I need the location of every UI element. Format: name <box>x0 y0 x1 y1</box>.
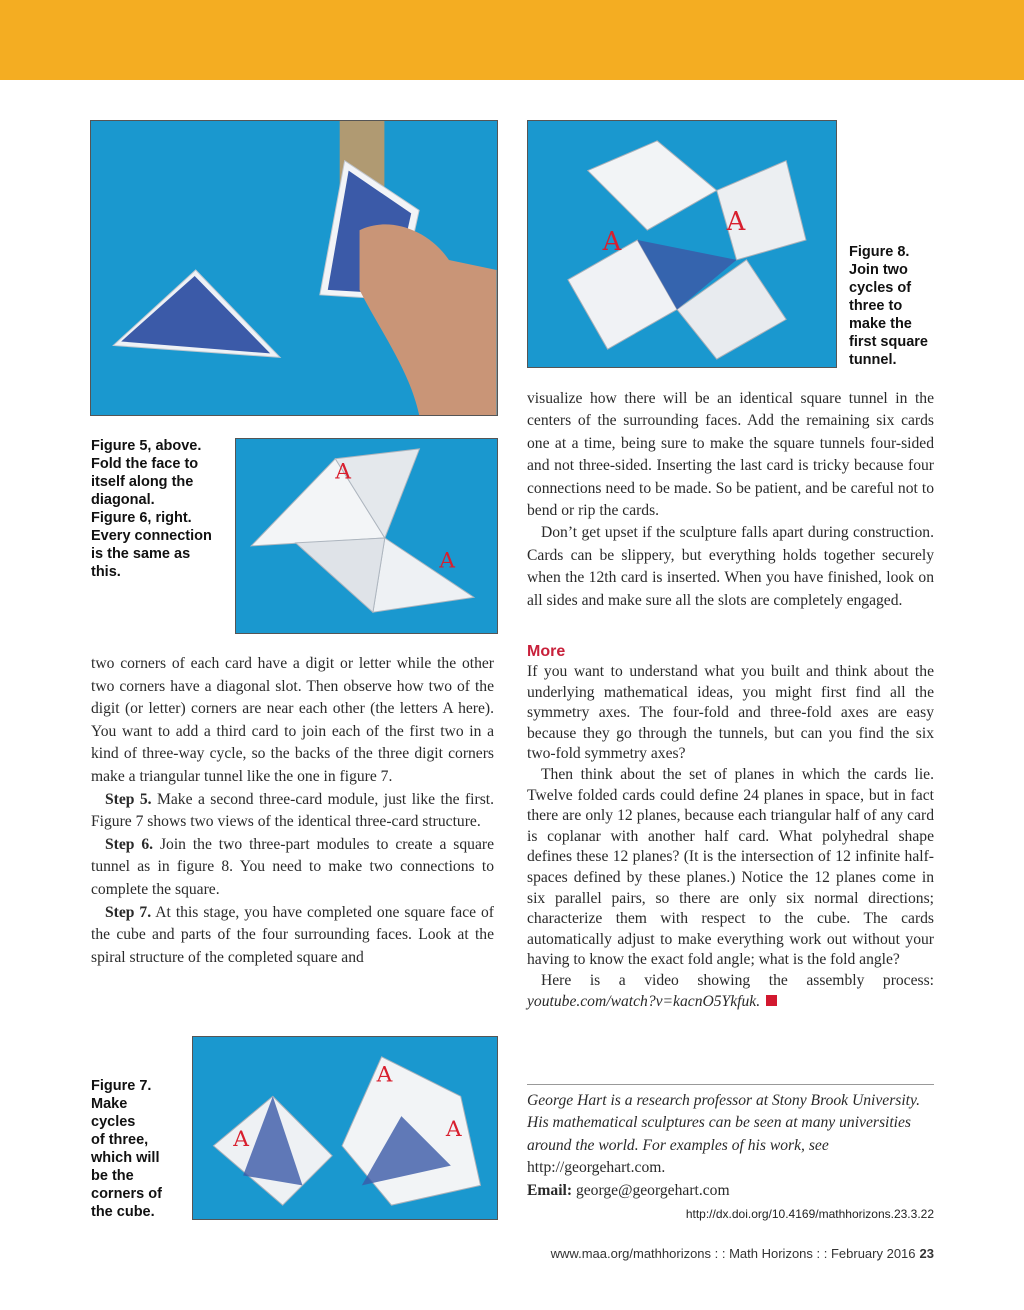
page-number: 23 <box>919 1246 934 1261</box>
svg-text:A: A <box>376 1062 393 1088</box>
svg-text:A: A <box>726 207 746 238</box>
paragraph-more-2: Then think about the set of planes in which the cards lie. Twelve folded cards could define 24 planes in space, but in fact there are only 12 planes, because each triangular half of any card is coplanar with another half card. What polyhedral shape defines these 12 planes? (It is the intersection of 12 infinite half-spaces defined by these planes.) Notice the 12 planes come in six parallel pairs, so there are only six normal directions; characterize them with respect to the cube. The cards automatically adjust to make everything work out without your having to know the exact fold angle; what is the fold angle? <box>527 765 934 969</box>
paragraph-more-3: Here is a video showing the assembly process: youtube.com/watch?v=kacnO5Ykfuk. <box>527 971 934 1010</box>
figure-8-caption: Figure 8. Join two cycles of three to make the first square tunnel. <box>849 244 928 368</box>
paragraph-visualize: visualize how there will be an identical square tunnel in the centers of the surrounding faces. Add the remaining six cards one at a time, being sure to make the square tunnels four-sided and not three-sided. Inserting the last card is tricky because four connections need to be made. So be patient, and be careful not to bend or rip the cards. <box>527 390 934 520</box>
figure-7-photo <box>192 1036 498 1220</box>
figure-5-6-caption: Figure 5, above. Fold the face to itself along the diagonal. Figure 6, right. Every connection is the same as this. <box>91 438 212 580</box>
svg-text:A: A <box>439 548 455 574</box>
figure-6-illustration <box>236 439 497 633</box>
author-bio <box>527 1090 934 1202</box>
page-footer <box>400 1246 934 1261</box>
paragraph-dont-get-upset: Don’t get upset if the sculpture falls apart during construction. Cards can be slippery, but everything holds together securely when the 12th card is inserted. When you have finished, look on all sides and make sure all the slots are completely engaged. <box>527 524 934 609</box>
figure-8-illustration <box>528 121 836 367</box>
footer-text: www.maa.org/mathhorizons : : Math Horizons : : February 2016 <box>550 1246 916 1261</box>
svg-text:A: A <box>335 459 352 485</box>
paragraph-more-1: If you want to understand what you built and think about the underlying mathematical ideas, you might first find all the symmetry axes. The four-fold and three-fold axes are easy because they go through the tunnels, but can you find the six two-fold symmetry axes? <box>527 663 934 763</box>
author-website-link[interactable]: http://georgehart.com. <box>527 1159 666 1177</box>
paragraph-step-6: Step 6. Join the two three-part modules to create a square tunnel as in figure 8. You need to make two connections to complete the square. <box>91 835 494 898</box>
svg-text:A: A <box>445 1116 462 1142</box>
bio-divider <box>527 1084 934 1085</box>
video-link[interactable]: youtube.com/watch?v=kacnO5Ykfuk. <box>527 992 761 1010</box>
author-email-link[interactable]: george@georgehart.com <box>575 1181 730 1199</box>
right-column-text <box>527 388 934 612</box>
paragraph-step-7: Step 7. At this stage, you have completed one square face of the cube and parts of the four surrounding faces. Look at the spiral structure of the completed square and <box>91 903 494 966</box>
bio-paragraph: George Hart is a research professor at Stony Brook University. His mathematical sculptures can be seen at many universities around the world. For examples of his work, see http://georgehart.com. <box>527 1092 920 1177</box>
doi-link[interactable]: http://dx.doi.org/10.4169/mathhorizons.23.3.22 <box>685 1207 934 1221</box>
figure-8-photo <box>527 120 837 368</box>
more-section <box>527 636 934 1012</box>
left-column-text <box>91 653 494 969</box>
bio-email-line: Email: george@georgehart.com <box>527 1181 730 1199</box>
svg-text:A: A <box>602 226 622 257</box>
end-mark-icon <box>766 995 777 1006</box>
figure-7-caption: Figure 7. Make cycles of three, which will be the corners of the cube. <box>91 1078 162 1220</box>
paragraph-step-5: Step 5. Make a second three-card module, just like the first. Figure 7 shows two views of the identical three-card structure. <box>91 790 494 831</box>
top-banner <box>0 0 1024 80</box>
paragraph-intro: two corners of each card have a digit or letter while the other two corners have a diagonal slot. Then observe how two of the digit (or letter) corners are near each other (the letters A here). You want to add a third card to join each of the first two in a kind of three-way cycle, so the backs of the three digit corners make a triangular tunnel like the one in figure 7. <box>91 655 494 785</box>
figure-6-photo <box>235 438 498 634</box>
svg-text:A: A <box>233 1126 249 1152</box>
figure-5-photo <box>90 120 498 416</box>
figure-5-illustration <box>91 121 497 415</box>
figure-7-illustration <box>193 1037 497 1219</box>
more-heading: More <box>527 643 566 660</box>
